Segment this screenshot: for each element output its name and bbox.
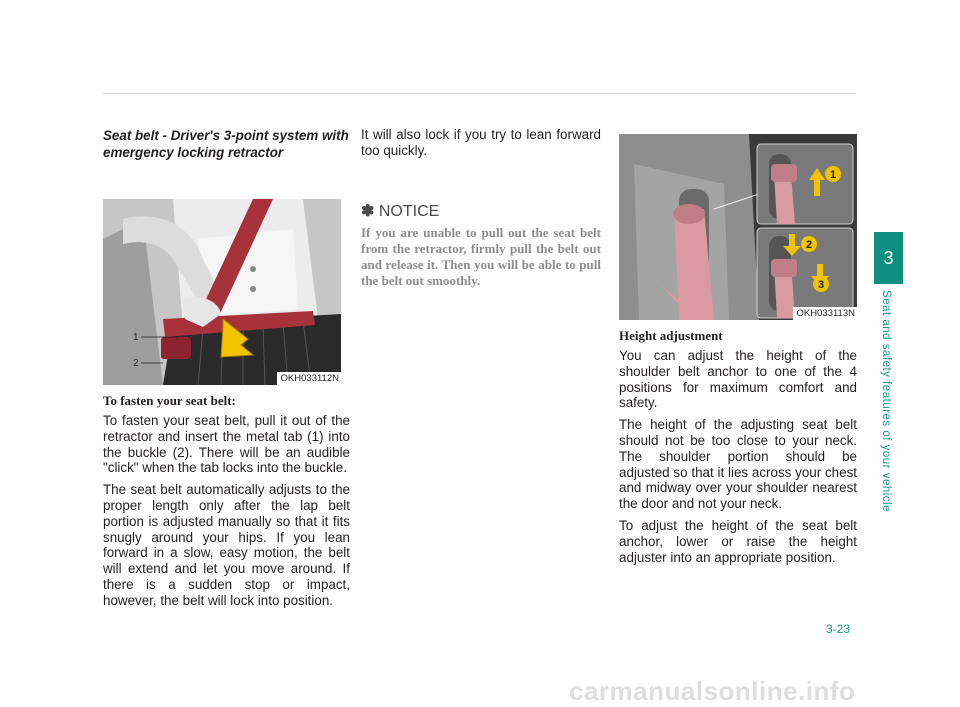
fasten-paragraph-1: To fasten your seat belt, pull it out of the retractor and insert the metal tab (1) into the buckle (2). There will be an audible "click" when the tab locks into the buckle. xyxy=(103,413,350,476)
chapter-tab: 3 xyxy=(874,232,903,284)
notice-mark-icon: ✽ xyxy=(361,202,375,220)
fig2-callout-1: 1 xyxy=(830,169,837,181)
watermark: carmanualsonline.info xyxy=(569,676,856,706)
figure-code: OKH033113N xyxy=(793,307,857,320)
height-illustration-svg xyxy=(619,134,857,320)
fasten-paragraph-2: The seat belt automatically adjusts to the proper length only after the lap belt portion is adjusted manually so that it fits snugly around your hips. If you lean forward in a slow, easy motion, the belt will extend and let you move around. If there is a sudden stop or impact, however, the belt will lock into position. xyxy=(103,482,350,608)
fig1-callout-2: 2 xyxy=(133,358,139,369)
page-number: 3-23 xyxy=(826,622,851,636)
fig1-callout-1: 1 xyxy=(133,332,139,343)
continuation-paragraph: It will also lock if you try to lean forward too quickly. xyxy=(361,127,601,158)
fig2-callout-3: 3 xyxy=(818,279,825,291)
height-heading: Height adjustment xyxy=(619,328,723,343)
height-paragraph-2: The height of the adjusting seat belt should not be too close to your neck. The shoulder portion should be adjusted so that it lies across your chest and midway over your shoulder nearest the door and not your neck. xyxy=(619,417,857,512)
notice-heading xyxy=(361,201,601,221)
column-left xyxy=(103,127,350,615)
notice-body: If you are unable to pull out the seat belt from the retractor, firmly pull the belt out and release it. Then you will be able to pull the belt out smoothly. xyxy=(361,224,601,288)
height-paragraph-3: To adjust the height of the seat belt anchor, lower or raise the height adjuster into an appropriate position. xyxy=(619,517,857,565)
top-rule xyxy=(103,93,856,94)
chapter-label: Seat and safety features of your vehicle xyxy=(880,290,892,513)
figure-code: OKH033112N xyxy=(277,372,341,385)
height-adjuster-illustration xyxy=(619,134,857,320)
notice-title: NOTICE xyxy=(378,202,440,220)
column-middle xyxy=(361,127,601,289)
height-paragraph-1: You can adjust the height of the shoulder belt anchor to one of the 4 positions for maximum comfort and safety. xyxy=(619,348,857,411)
seatbelt-fasten-illustration xyxy=(103,199,341,385)
section-title: Seat belt - Driver's 3-point system with emergency locking retractor xyxy=(103,128,349,160)
fasten-illustration-svg xyxy=(103,199,341,385)
fig2-callout-2: 2 xyxy=(806,239,813,251)
fasten-heading: To fasten your seat belt: xyxy=(103,393,236,408)
column-right xyxy=(619,134,857,571)
